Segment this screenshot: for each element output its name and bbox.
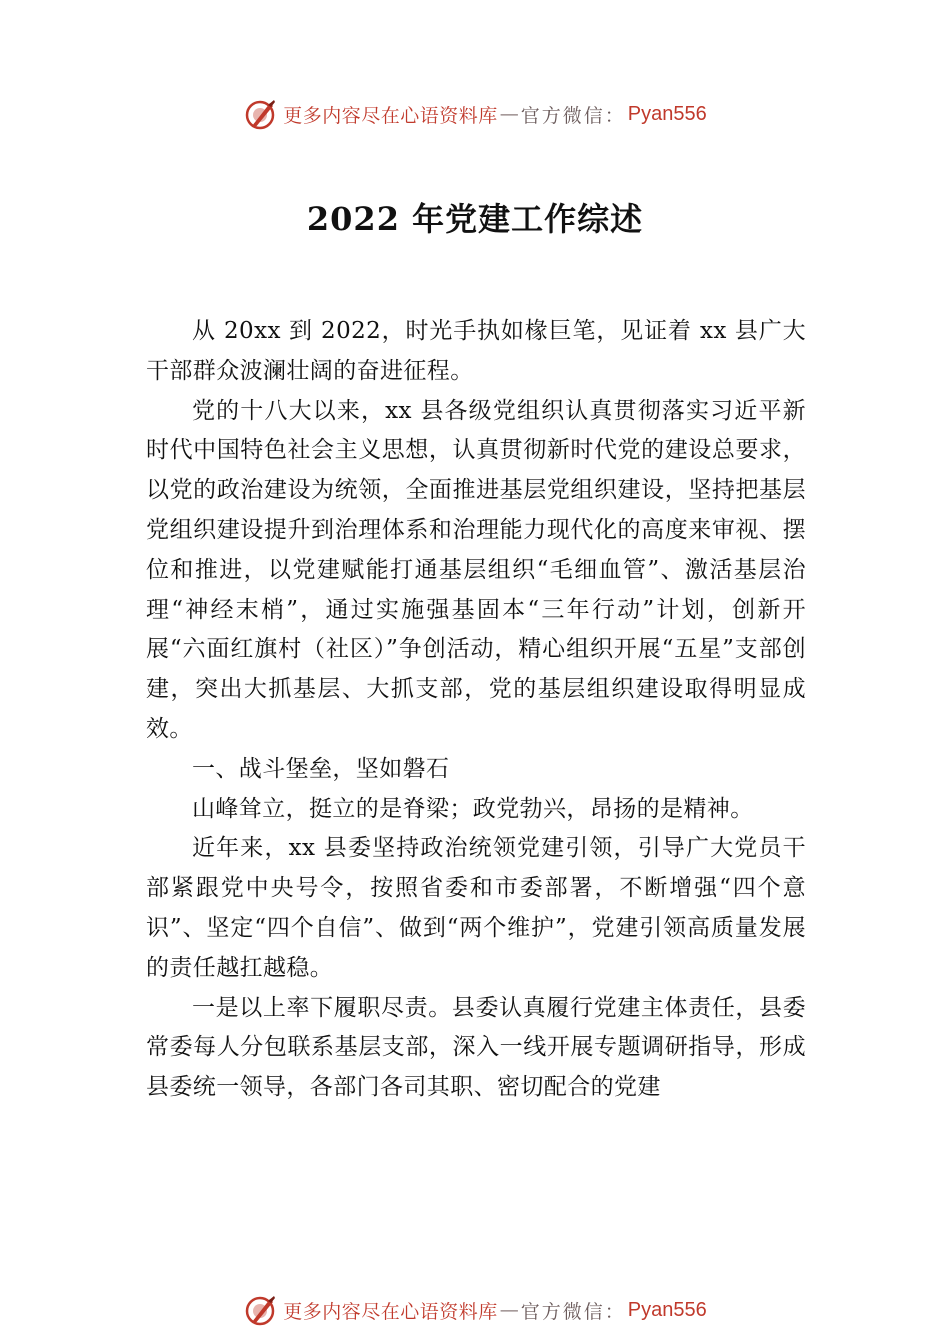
paragraph: 山峰耸立，挺立的是脊梁；政党勃兴，昂扬的是精神。 [192, 795, 754, 822]
banner-separator: — [499, 1299, 519, 1321]
banner-main-text: 更多内容尽在心语资料库 [283, 1300, 498, 1323]
section-heading: 一、战斗堡垒，坚如磐石 [192, 755, 450, 782]
paragraph: 从 20xx 到 2022，时光手执如椽巨笔，见证着 xx 县广大干部群众波澜壮阔的奋进征程。 [146, 318, 806, 384]
banner-weixin-id: Pyan556 [627, 1298, 707, 1321]
paragraph: 党的十八大以来，xx 县各级党组织认真贯彻落实习近平新时代中国特色社会主义思想，认真贯彻新时代党的建设总要求，以党的政治建设为统领，全面推进基层党组织建设，坚持把基层党组织建设提升到治理体系和治理能力现代化的高度来审视、摆位和推进，以党建赋能打通基层组织“毛细血管”、激活基层治理“神经末梢”，通过实施强基固本“三年行动”计划，创新开展“六面红旗村（社区）”争创活动，精心组织开展“五星”支部创建，突出大抓基层、大抓支部，党的基层组织建设取得明显成效。 [146, 397, 806, 742]
banner-weixin-label: 官方微信： [520, 104, 626, 127]
banner-separator: — [499, 103, 519, 125]
pen-on-circle-logo-icon [243, 97, 277, 131]
banner-main-text: 更多内容尽在心语资料库 [283, 104, 498, 127]
footer-watermark-banner [0, 1290, 950, 1330]
document-body [146, 312, 806, 1108]
banner-weixin-id: Pyan556 [627, 102, 707, 125]
paragraph: 一是以上率下履职尽责。县委认真履行党建主体责任，县委常委每人分包联系基层支部，深入一线开展专题调研指导，形成县委统一领导，各部门各司其职、密切配合的党建 [146, 994, 806, 1101]
header-watermark-banner [0, 94, 950, 134]
pen-on-circle-logo-icon [243, 1293, 277, 1327]
paragraph: 近年来，xx 县委坚持政治统领党建引领，引导广大党员干部紧跟党中央号令，按照省委和市委部署，不断增强“四个意识”、坚定“四个自信”、做到“两个维护”，党建引领高质量发展的责任越扛越稳。 [146, 835, 806, 981]
banner-weixin-label: 官方微信： [520, 1300, 626, 1323]
document-title: 2022 年党建工作综述 [306, 200, 644, 238]
